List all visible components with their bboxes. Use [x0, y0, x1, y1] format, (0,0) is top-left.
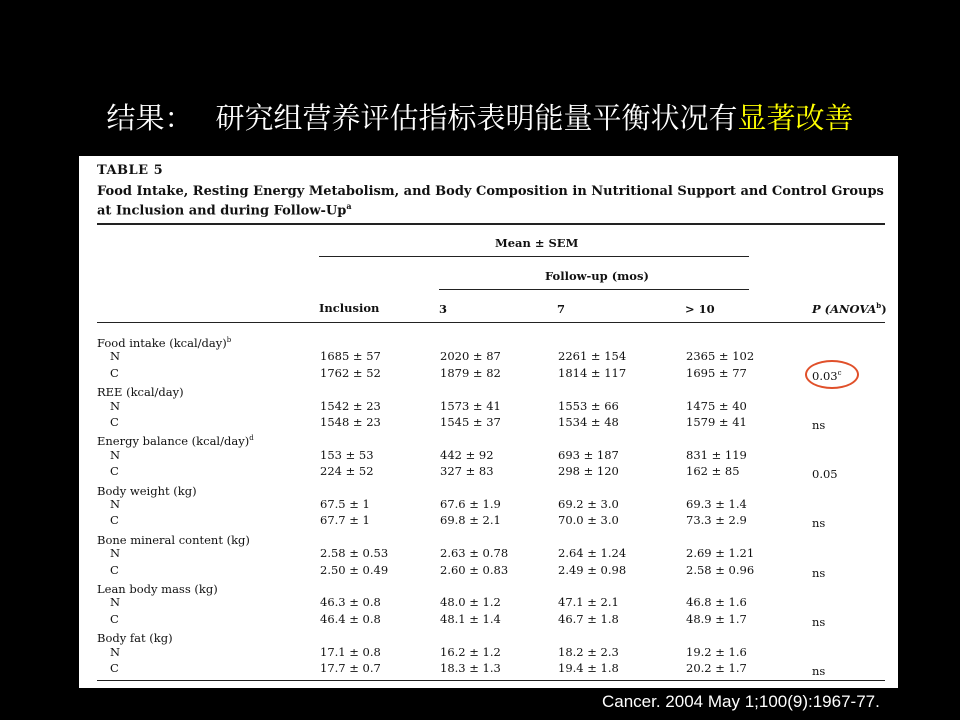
- cell-m7: 298 ± 120: [558, 464, 619, 479]
- cell-m10: 2.58 ± 0.96: [686, 562, 755, 577]
- cell-m7: 1814 ± 117: [558, 365, 627, 380]
- table-top-rule: [97, 223, 885, 225]
- label-text: Lean body mass (kg): [97, 581, 218, 596]
- table-row: [79, 398, 898, 415]
- cell-m10: 73.3 ± 2.9: [686, 513, 747, 528]
- p-value-text: ns: [812, 565, 826, 580]
- cell-m3: 2.60 ± 0.83: [440, 562, 509, 577]
- table-bottom-rule: [97, 680, 885, 681]
- header-inclusion: Inclusion: [319, 301, 380, 315]
- table-group-row: [79, 381, 898, 398]
- header-3: 3: [439, 302, 448, 316]
- header-mean-sem-rule: [319, 256, 749, 257]
- cell-m3: 1573 ± 41: [440, 398, 501, 413]
- table-row: [79, 447, 898, 464]
- p-value-footnote: c: [837, 368, 842, 377]
- row-label: [110, 611, 119, 628]
- cell-m7: 70.0 ± 3.0: [558, 513, 619, 528]
- row-label: [110, 365, 119, 382]
- header-p-suffix: ): [881, 301, 887, 316]
- cell-inclusion: 1548 ± 23: [320, 415, 381, 429]
- cell-m3: 1545 ± 37: [440, 415, 501, 429]
- header-mean-sem: Mean ± SEM: [495, 236, 579, 250]
- table-group-row: [79, 578, 898, 595]
- cell-m3: 18.3 ± 1.3: [440, 661, 501, 675]
- cell-m7: 47.1 ± 2.1: [558, 595, 619, 610]
- row-label: [110, 660, 119, 677]
- row-label: [110, 348, 120, 365]
- cell-inclusion: 17.7 ± 0.7: [320, 661, 381, 675]
- cell-inclusion: 17.1 ± 0.8: [320, 644, 381, 659]
- table-row: [79, 562, 898, 579]
- cell-m3: 2.63 ± 0.78: [440, 546, 509, 561]
- slide-title: [0, 98, 960, 138]
- row-label: [110, 512, 119, 529]
- label-text: C: [110, 661, 119, 675]
- table-group-row: [79, 627, 898, 644]
- cell-m10: 69.3 ± 1.4: [686, 497, 747, 511]
- table-row: [79, 496, 898, 513]
- cell-m7: 2261 ± 154: [558, 349, 627, 364]
- cell-inclusion: 2.58 ± 0.53: [320, 546, 389, 561]
- p-value-text: ns: [812, 417, 826, 432]
- row-label: [110, 594, 120, 611]
- label-text: Food intake (kcal/day): [97, 335, 227, 350]
- cell-m3: 48.0 ± 1.2: [440, 595, 501, 610]
- row-label: [110, 496, 120, 513]
- cell-m10: 20.2 ± 1.7: [686, 661, 747, 675]
- label-text: N: [110, 595, 121, 610]
- cell-m3: 1879 ± 82: [440, 365, 501, 380]
- label-text: Body fat (kg): [97, 631, 173, 646]
- cell-m10: 831 ± 119: [686, 447, 747, 462]
- row-label: [110, 398, 120, 415]
- header-p-footnote: b: [876, 301, 882, 310]
- cell-m10: 1475 ± 40: [686, 398, 747, 413]
- row-label: [110, 562, 119, 579]
- cell-m7: 46.7 ± 1.8: [558, 611, 619, 626]
- cell-inclusion: 1685 ± 57: [320, 349, 381, 364]
- label-text: N: [110, 447, 121, 462]
- cell-inclusion: 153 ± 53: [320, 447, 374, 462]
- table-row: [79, 545, 898, 562]
- table-group-row: [79, 529, 898, 546]
- label-text: C: [110, 464, 119, 479]
- cell-m10: 2.69 ± 1.21: [686, 546, 755, 561]
- table-group-row: [79, 332, 898, 349]
- cell-m3: 442 ± 92: [440, 447, 494, 462]
- title-prefix: 结果：: [106, 101, 194, 135]
- p-value-text: 0.03: [812, 368, 838, 383]
- cell-inclusion: 1762 ± 52: [320, 365, 381, 380]
- cell-m7: 69.2 ± 3.0: [558, 497, 619, 511]
- label-footnote: b: [226, 336, 232, 344]
- title-main: 研究组营养评估指标表明能量平衡状况有: [215, 101, 738, 135]
- table-caption-footnote: a: [346, 201, 352, 211]
- label-text: Bone mineral content (kg): [97, 532, 250, 547]
- label-text: N: [110, 497, 121, 511]
- label-footnote: d: [249, 434, 254, 443]
- cell-m10: 46.8 ± 1.6: [686, 595, 747, 610]
- table-row: [79, 463, 898, 480]
- label-text: N: [110, 644, 121, 659]
- cell-p-value: [812, 660, 825, 680]
- table-row: [79, 414, 898, 431]
- cell-m7: 18.2 ± 2.3: [558, 644, 619, 659]
- label-text: Energy balance (kcal/day): [97, 434, 250, 449]
- label-text: N: [110, 349, 121, 364]
- cell-m10: 162 ± 85: [686, 464, 740, 479]
- cell-m7: 2.64 ± 1.24: [558, 546, 627, 561]
- cell-m10: 1695 ± 77: [686, 365, 747, 380]
- cell-inclusion: 67.5 ± 1: [320, 497, 370, 511]
- cell-inclusion: 1542 ± 23: [320, 398, 381, 413]
- cell-m3: 2020 ± 87: [440, 349, 501, 364]
- cell-m7: 2.49 ± 0.98: [558, 562, 627, 577]
- p-value-text: ns: [812, 516, 826, 531]
- table-row: [79, 365, 898, 382]
- table-row: [79, 512, 898, 529]
- cell-m3: 327 ± 83: [440, 464, 494, 479]
- cell-inclusion: 224 ± 52: [320, 464, 374, 479]
- label-text: N: [110, 546, 121, 561]
- p-value-text: 0.05: [812, 467, 838, 482]
- table-group-row: [79, 480, 898, 497]
- row-label: [110, 414, 119, 431]
- table-row: [79, 660, 898, 677]
- label-text: C: [110, 365, 119, 380]
- significance-highlight-circle: [805, 360, 859, 389]
- table-row: [79, 611, 898, 628]
- cell-m10: 1579 ± 41: [686, 415, 747, 429]
- label-text: C: [110, 513, 119, 528]
- header-p-anova: [812, 301, 887, 316]
- cell-m7: 1553 ± 66: [558, 398, 619, 413]
- row-label: [110, 447, 120, 464]
- citation: Cancer. 2004 May 1;100(9):1967-77.: [602, 692, 880, 711]
- table-image-panel: [79, 156, 898, 688]
- table-row: [79, 348, 898, 365]
- label-text: N: [110, 398, 121, 413]
- cell-inclusion: 67.7 ± 1: [320, 513, 370, 528]
- cell-m7: 19.4 ± 1.8: [558, 661, 619, 675]
- cell-m10: 2365 ± 102: [686, 349, 755, 364]
- row-label: [110, 545, 120, 562]
- cell-m7: 693 ± 187: [558, 447, 619, 462]
- label-text: C: [110, 611, 119, 626]
- table-row: [79, 594, 898, 611]
- cell-inclusion: 46.3 ± 0.8: [320, 595, 381, 610]
- header-follow-up: Follow-up (mos): [545, 269, 649, 283]
- label-text: Body weight (kg): [97, 483, 197, 498]
- cell-m10: 48.9 ± 1.7: [686, 611, 747, 626]
- cell-m3: 69.8 ± 2.1: [440, 513, 501, 528]
- header-bottom-rule: [97, 322, 885, 323]
- cell-inclusion: 2.50 ± 0.49: [320, 562, 389, 577]
- table-caption-text: Food Intake, Resting Energy Metabolism, and Body Composition in Nutritional Support and Control Groups at Inclusion and during Follow-Up: [97, 184, 884, 219]
- table-row: [79, 644, 898, 661]
- label-text: C: [110, 415, 119, 429]
- label-text: REE (kcal/day): [97, 385, 184, 400]
- table-group-row: [79, 430, 898, 447]
- label-text: C: [110, 562, 119, 577]
- cell-m3: 67.6 ± 1.9: [440, 497, 501, 511]
- header-follow-up-rule: [439, 289, 749, 290]
- cell-m3: 16.2 ± 1.2: [440, 644, 501, 659]
- row-label: [110, 463, 119, 480]
- p-value-text: ns: [812, 614, 826, 629]
- table-caption: [97, 184, 887, 218]
- header-p-text: P (ANOVA: [812, 301, 877, 316]
- cell-m7: 1534 ± 48: [558, 415, 619, 429]
- header-10: > 10: [685, 302, 715, 316]
- cell-m10: 19.2 ± 1.6: [686, 644, 747, 659]
- p-value-text: ns: [812, 663, 826, 678]
- cell-m3: 48.1 ± 1.4: [440, 611, 501, 626]
- table-number: TABLE 5: [97, 163, 164, 178]
- row-label: [110, 644, 120, 661]
- title-highlight: 显著改善: [737, 101, 854, 135]
- header-7: 7: [557, 302, 566, 316]
- cell-inclusion: 46.4 ± 0.8: [320, 611, 381, 626]
